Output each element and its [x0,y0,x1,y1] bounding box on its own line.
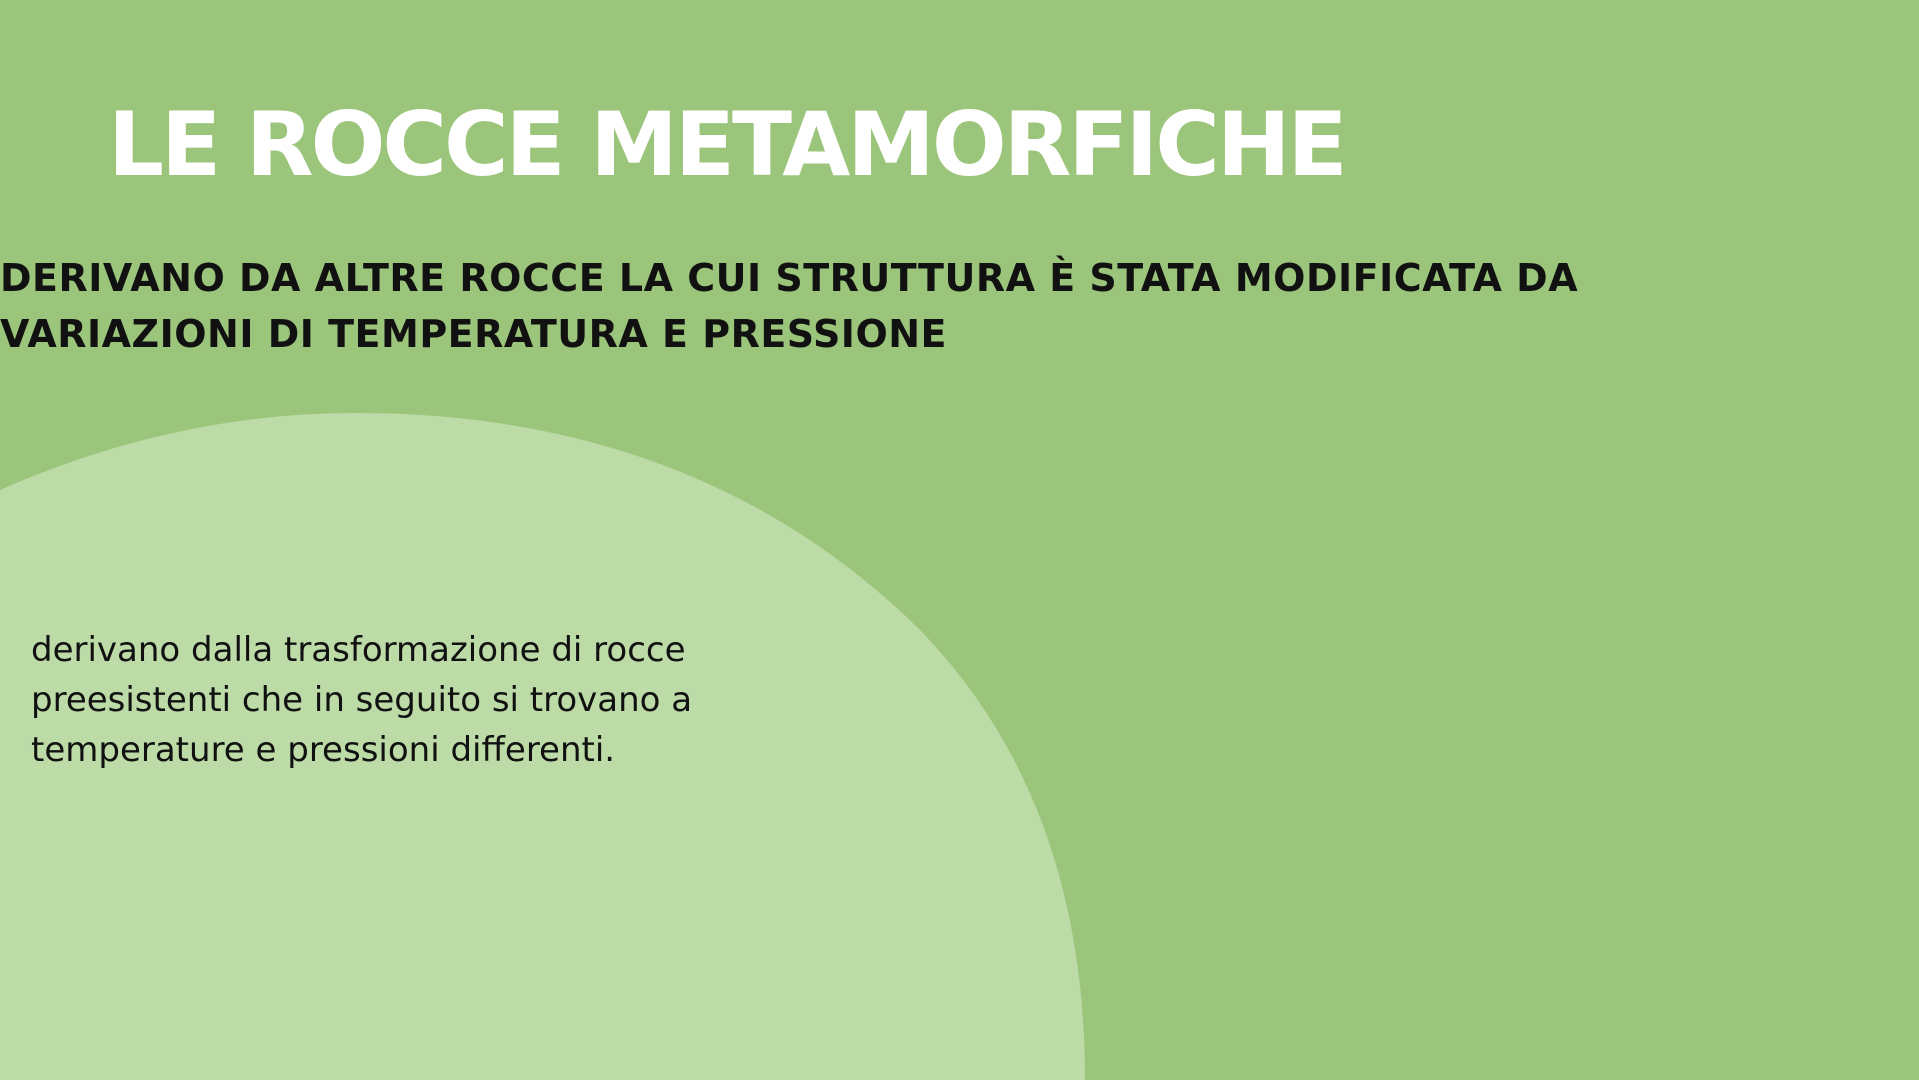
slide-subtitle: DERIVANO DA ALTRE ROCCE LA CUI STRUTTURA È STATA MODIFICATA DA VARIAZIONI DI TEMPERATURA E PRESSIONE [0,256,1579,356]
slide-title: LE ROCCE METAMORFICHE [108,93,1345,196]
slide-body-text: derivano dalla trasformazione di rocce preesistenti che in seguito si trovano a temperature e pressioni differenti. [31,630,693,770]
